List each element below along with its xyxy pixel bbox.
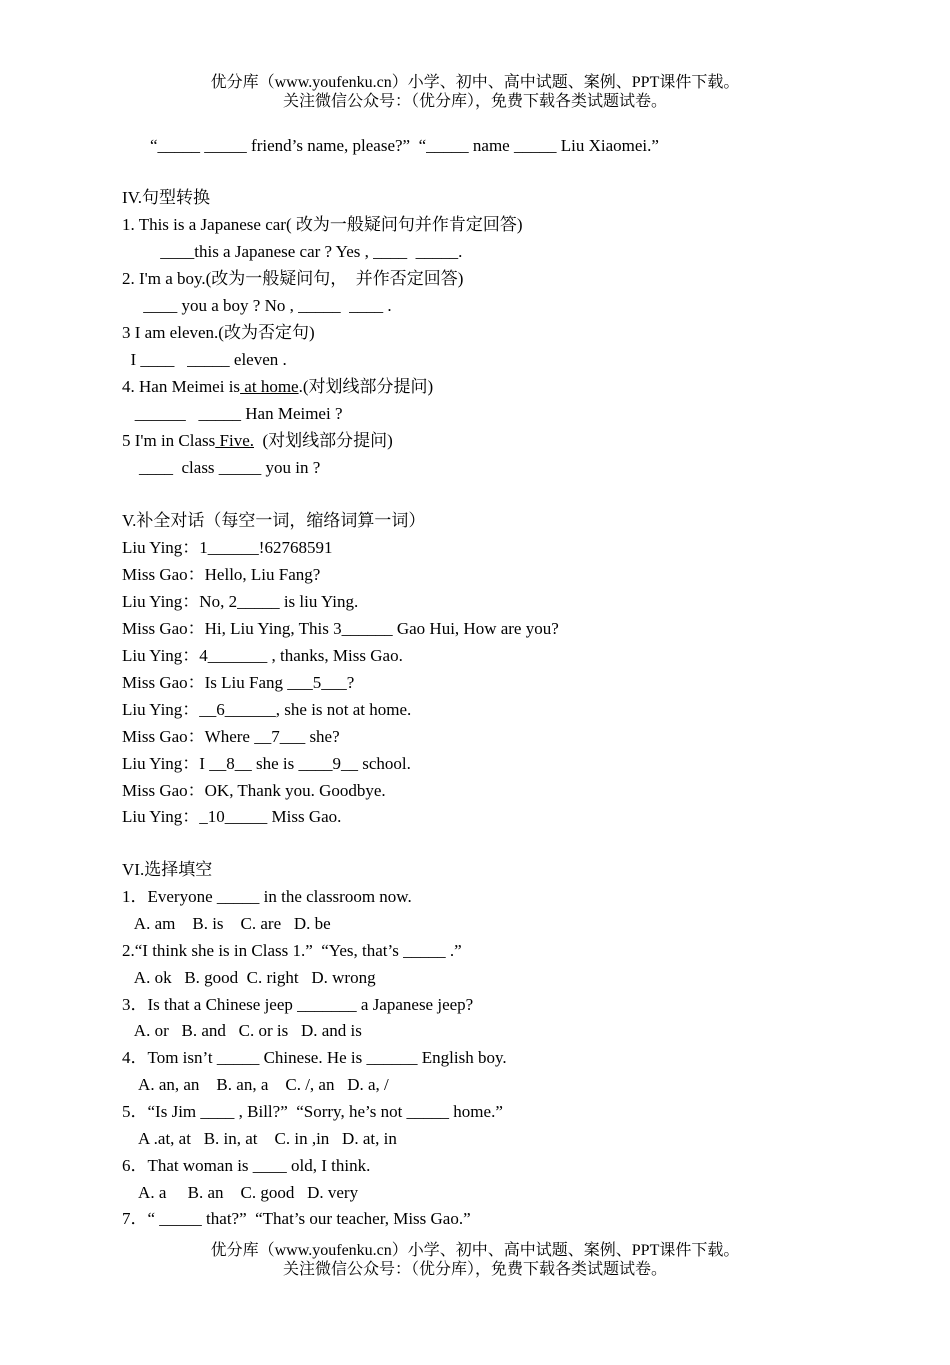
q5-text: 5 I'm in Class — [122, 431, 216, 450]
choice-options: A. an, an B. an, a C. /, an D. a, / — [122, 1075, 389, 1094]
choice-options: A. or B. and C. or is D. and is — [122, 1021, 362, 1040]
section4-question-3: 3 I am eleven.(改为否定句) — [122, 323, 315, 342]
dialogue-line: Miss Gao：Is Liu Fang ___5___? — [122, 673, 355, 692]
choice-question: 3．Is that a Chinese jeep _______ a Japanese jeep? — [122, 995, 474, 1014]
dialogue-line: Liu Ying：No, 2_____ is liu Ying. — [122, 592, 359, 611]
choice-question: 7．“ _____ that?” “That’s our teacher, Miss Gao.” — [122, 1209, 471, 1228]
dialogue-line: Liu Ying：1______!62768591 — [122, 538, 333, 557]
choice-options: A .at, at B. in, at C. in ,in D. at, in — [122, 1129, 397, 1148]
dialogue-line: Miss Gao：Hi, Liu Ying, This 3______ Gao Hui, How are you? — [122, 619, 559, 638]
section4-question-4 — [122, 377, 433, 397]
choice-options: A. am B. is C. are D. be — [122, 914, 331, 933]
dialogue-line: Miss Gao：Where __7___ she? — [122, 727, 340, 746]
page-header-line1: 优分库（www.youfenku.cn）小学、初中、高中试题、案例、PPT课件下载。 — [210, 74, 740, 91]
dialogue-line: Liu Ying：I __8__ she is ____9__ school. — [122, 754, 411, 773]
section4-answer-1: ____this a Japanese car ? Yes , ____ _____. — [122, 242, 463, 261]
choice-question: 6．That woman is ____ old, I think. — [122, 1156, 371, 1175]
page-footer-line1: 优分库（www.youfenku.cn）小学、初中、高中试题、案例、PPT课件下载。 — [210, 1242, 740, 1259]
section4-question-1: 1. This is a Japanese car( 改为一般疑问句并作肯定回答) — [122, 215, 523, 234]
dialogue-line: Liu Ying：4_______ , thanks, Miss Gao. — [122, 646, 403, 665]
section4-answer-2: ____ you a boy ? No , _____ ____ . — [122, 296, 392, 315]
q4-text: 4. Han Meimei is — [122, 377, 241, 396]
choice-options: A. ok B. good C. right D. wrong — [122, 968, 376, 987]
page-footer-line2: 关注微信公众号：（优分库），免费下载各类试题试卷。 — [282, 1261, 667, 1278]
section4-question-2: 2. I'm a boy.(改为一般疑问句， 并作否定回答) — [122, 269, 464, 288]
section5-title: V.补全对话（每空一词，缩络词算一词） — [122, 511, 426, 530]
choice-question: 1．Everyone _____ in the classroom now. — [122, 887, 412, 906]
q5-underlined: Five. — [215, 431, 254, 450]
q5-instruction: (对划线部分提问) — [254, 431, 393, 450]
intro-dialogue-line: “_____ _____ friend’s name, please?” “_____ name _____ Liu Xiaomei.” — [150, 136, 659, 155]
choice-question: 4．Tom isn’t _____ Chinese. He is ______ English boy. — [122, 1048, 507, 1067]
choice-question: 2.“I think she is in Class 1.” “Yes, that’s _____ .” — [122, 941, 462, 960]
section4-answer-5: ____ class _____ you in ? — [122, 458, 321, 477]
page-header-line2: 关注微信公众号：（优分库），免费下载各类试题试卷。 — [282, 93, 667, 110]
section4-question-5 — [122, 431, 393, 451]
dialogue-line: Liu Ying：_10_____ Miss Gao. — [122, 807, 342, 826]
dialogue-line: Miss Gao：Hello, Liu Fang? — [122, 565, 321, 584]
q4-underlined: at home — [240, 377, 299, 396]
section4-answer-3: I ____ _____ eleven . — [122, 350, 287, 369]
choice-question: 5．“Is Jim ____ , Bill?” “Sorry, he’s not _____ home.” — [122, 1102, 503, 1121]
section4-answer-4: ______ _____ Han Meimei ? — [122, 404, 343, 423]
dialogue-line: Liu Ying：__6______, she is not at home. — [122, 700, 412, 719]
choice-options: A. a B. an C. good D. very — [122, 1183, 359, 1202]
section6-title: VI.选择填空 — [122, 860, 213, 879]
dialogue-line: Miss Gao：OK, Thank you. Goodbye. — [122, 781, 386, 800]
section4-title: IV.句型转换 — [122, 188, 210, 207]
q4-instruction: .(对划线部分提问) — [298, 377, 434, 396]
